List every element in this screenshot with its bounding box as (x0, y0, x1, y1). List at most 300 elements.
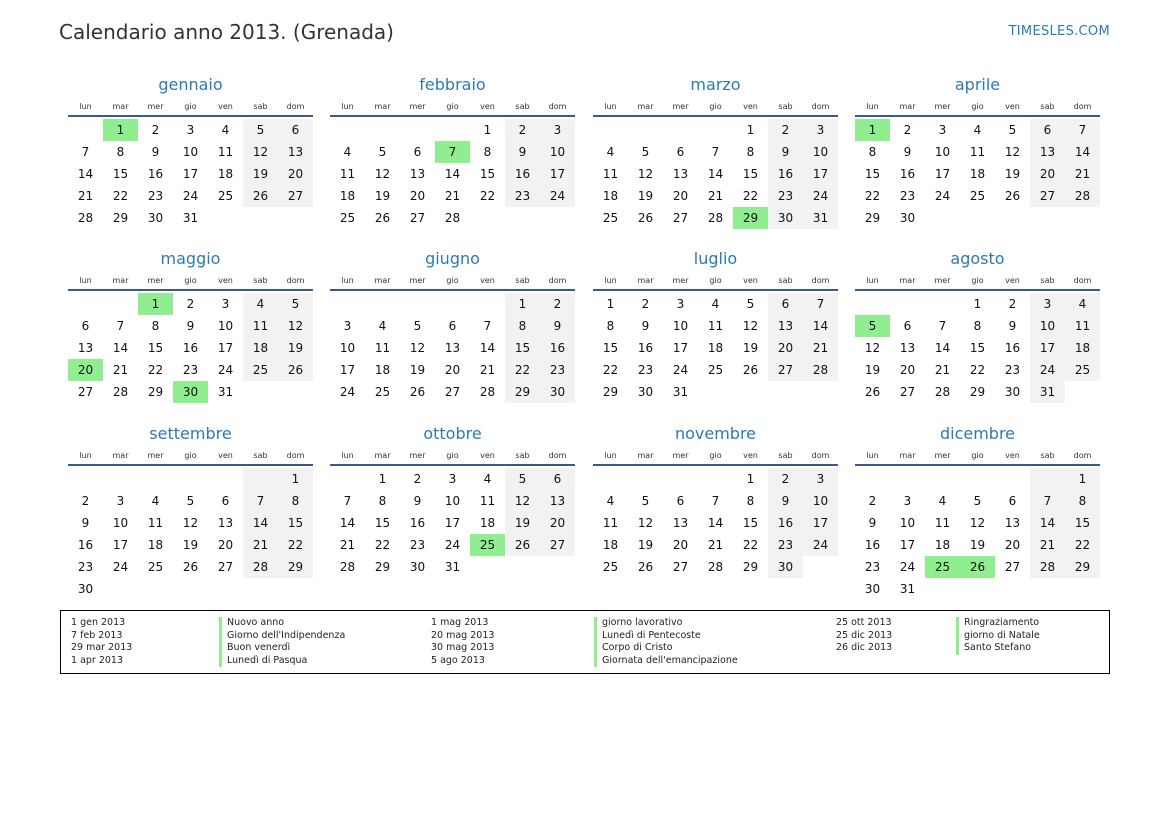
weekday-label: lun (604, 102, 617, 111)
day-cell: 16 (540, 337, 575, 359)
day-cell: 20 (1030, 163, 1065, 185)
empty-cell (925, 293, 960, 315)
day-cell: 20 (278, 163, 313, 185)
day-cell: 14 (77, 167, 94, 181)
empty-cell (855, 293, 890, 315)
week-row (68, 534, 313, 556)
day-cell: 14 (934, 341, 951, 355)
day-cell: 24 (339, 385, 356, 399)
day-cell: 22 (602, 363, 619, 377)
day-cell: 29 (733, 207, 768, 229)
day-cell: 26 (637, 560, 654, 574)
day-cell: 15 (505, 337, 540, 359)
day-cell: 26 (505, 534, 540, 556)
weekday-label: lun (604, 276, 617, 285)
day-cell: 16 (864, 538, 881, 552)
day-cell: 20 (540, 512, 575, 534)
day-cell: 22 (147, 363, 164, 377)
day-cell: 27 (217, 560, 234, 574)
day-cell: 14 (1065, 141, 1100, 163)
weekday-label: sab (778, 102, 793, 111)
day-cell: 14 (243, 512, 278, 534)
legend-date: 1 gen 2013 (71, 617, 126, 628)
day-cell: 28 (707, 560, 724, 574)
day-cell: 9 (641, 319, 650, 333)
empty-cell (803, 381, 838, 403)
day-cell: 2 (413, 472, 422, 486)
week-row (593, 490, 838, 512)
day-cell: 1 (103, 119, 138, 141)
empty-cell (330, 119, 365, 141)
day-cell: 21 (707, 189, 724, 203)
legend-date: 26 dic 2013 (836, 642, 893, 653)
day-cell: 10 (672, 319, 689, 333)
day-cell: 12 (1004, 145, 1021, 159)
empty-cell (330, 293, 365, 315)
day-cell: 16 (899, 167, 916, 181)
day-cell: 8 (116, 145, 125, 159)
day-cell: 31 (1030, 381, 1065, 403)
weekday-label: ven (218, 276, 233, 285)
month-marzo (593, 75, 838, 229)
weekday-label: mer (147, 451, 164, 460)
empty-cell (628, 119, 663, 141)
day-cell: 28 (479, 385, 496, 399)
week-row (593, 185, 838, 207)
day-cell: 18 (1065, 337, 1100, 359)
day-cell: 7 (81, 145, 90, 159)
day-cell: 16 (768, 512, 803, 534)
day-cell: 24 (1030, 359, 1065, 381)
week-row (593, 119, 838, 141)
day-cell: 12 (374, 167, 391, 181)
day-cell: 6 (676, 494, 685, 508)
day-cell: 2 (540, 293, 575, 315)
day-cell: 12 (243, 141, 278, 163)
day-cell: 23 (768, 185, 803, 207)
day-cell: 8 (378, 494, 387, 508)
day-cell: 13 (1004, 516, 1021, 530)
day-cell: 30 (147, 211, 164, 225)
day-cell: 15 (1065, 512, 1100, 534)
day-cell: 16 (77, 538, 94, 552)
weekday-label: sab (253, 102, 268, 111)
legend-date: 25 ott 2013 (836, 617, 892, 628)
brand-link[interactable]: TIMESLES.COM (1008, 24, 1110, 39)
day-cell: 5 (746, 297, 755, 311)
day-cell: 3 (803, 119, 838, 141)
day-cell: 16 (409, 516, 426, 530)
day-cell: 1 (278, 468, 313, 490)
day-cell: 21 (479, 363, 496, 377)
day-cell: 1 (746, 472, 755, 486)
day-cell: 17 (934, 167, 951, 181)
legend-holiday-name: giorno di Natale (956, 630, 1040, 643)
empty-cell (103, 468, 138, 490)
empty-cell (470, 556, 505, 578)
day-cell: 11 (217, 145, 234, 159)
day-cell: 23 (409, 538, 426, 552)
day-cell: 29 (112, 211, 129, 225)
day-cell: 10 (803, 490, 838, 512)
day-cell: 9 (768, 141, 803, 163)
day-cell: 18 (602, 189, 619, 203)
day-cell: 1 (138, 293, 173, 315)
day-cell: 15 (278, 512, 313, 534)
day-cell: 21 (803, 337, 838, 359)
weekday-label: ven (480, 451, 495, 460)
day-cell: 19 (969, 538, 986, 552)
weekday-label: dom (286, 451, 305, 460)
day-cell: 28 (1065, 185, 1100, 207)
day-cell: 10 (803, 141, 838, 163)
weekday-label: ven (218, 451, 233, 460)
weekday-label: ven (1005, 451, 1020, 460)
day-cell: 5 (505, 468, 540, 490)
month-febbraio (330, 75, 575, 229)
weekday-label: dom (811, 276, 830, 285)
day-cell: 22 (969, 363, 986, 377)
day-cell: 25 (925, 556, 960, 578)
week-row (855, 207, 1100, 229)
day-cell: 24 (217, 363, 234, 377)
empty-cell (103, 578, 138, 600)
day-cell: 26 (742, 363, 759, 377)
day-cell: 2 (868, 494, 877, 508)
day-cell: 25 (969, 189, 986, 203)
week-row (68, 359, 313, 381)
day-cell: 16 (1004, 341, 1021, 355)
day-cell: 8 (973, 319, 982, 333)
day-cell: 5 (243, 119, 278, 141)
day-cell: 12 (969, 516, 986, 530)
day-cell: 26 (182, 560, 199, 574)
day-cell: 12 (637, 167, 654, 181)
month-name: giugno (425, 249, 480, 268)
day-cell: 6 (676, 145, 685, 159)
weekday-label: ven (743, 276, 758, 285)
legend-holiday-name: Lunedì di Pentecoste (594, 630, 738, 643)
empty-cell (138, 578, 173, 600)
day-cell: 23 (1004, 363, 1021, 377)
day-cell: 22 (479, 189, 496, 203)
day-cell: 25 (243, 359, 278, 381)
day-cell: 25 (707, 363, 724, 377)
day-cell: 23 (637, 363, 654, 377)
day-cell: 14 (444, 167, 461, 181)
month-name: luglio (693, 249, 738, 268)
day-cell: 23 (182, 363, 199, 377)
day-cell: 7 (483, 319, 492, 333)
day-cell: 14 (707, 516, 724, 530)
day-cell: 3 (938, 123, 947, 137)
day-cell: 14 (803, 315, 838, 337)
day-cell: 23 (77, 560, 94, 574)
month-maggio (68, 249, 313, 403)
legend-date: 30 mag 2013 (431, 642, 495, 653)
day-cell: 5 (641, 494, 650, 508)
day-cell: 7 (343, 494, 352, 508)
week-row (68, 163, 313, 185)
month-name: settembre (149, 424, 232, 443)
day-cell: 15 (374, 516, 391, 530)
day-cell: 21 (934, 363, 951, 377)
day-cell: 22 (112, 189, 129, 203)
day-cell: 16 (505, 163, 540, 185)
day-cell: 27 (1004, 560, 1021, 574)
day-cell: 12 (278, 315, 313, 337)
day-cell: 11 (969, 145, 986, 159)
empty-cell (278, 578, 313, 600)
weekday-label: sab (778, 276, 793, 285)
day-cell: 19 (278, 337, 313, 359)
empty-cell (960, 578, 995, 600)
day-cell: 7 (711, 494, 720, 508)
empty-cell (593, 468, 628, 490)
day-cell: 20 (672, 538, 689, 552)
weekday-label: mer (672, 451, 689, 460)
day-cell: 11 (602, 516, 619, 530)
weekday-label: gio (446, 276, 459, 285)
day-cell: 11 (479, 494, 496, 508)
day-cell: 21 (1030, 534, 1065, 556)
month-gennaio (68, 75, 313, 229)
day-cell: 15 (969, 341, 986, 355)
week-row (330, 556, 575, 578)
weekday-header (68, 99, 313, 117)
day-cell: 21 (707, 538, 724, 552)
day-cell: 30 (173, 381, 208, 403)
day-cell: 27 (540, 534, 575, 556)
weekday-label: gio (446, 451, 459, 460)
week-row (68, 337, 313, 359)
day-cell: 1 (483, 123, 492, 137)
empty-cell (330, 468, 365, 490)
day-cell: 21 (1065, 163, 1100, 185)
day-cell: 3 (803, 468, 838, 490)
weekday-label: mar (899, 276, 916, 285)
month-name: ottobre (423, 424, 482, 443)
day-cell: 13 (1030, 141, 1065, 163)
day-cell: 27 (672, 211, 689, 225)
day-cell: 6 (278, 119, 313, 141)
day-cell: 24 (182, 189, 199, 203)
day-cell: 3 (221, 297, 230, 311)
day-cell: 3 (343, 319, 352, 333)
week-row (330, 119, 575, 141)
day-cell: 7 (803, 293, 838, 315)
day-cell: 12 (742, 319, 759, 333)
day-cell: 18 (934, 538, 951, 552)
legend-date: 20 mag 2013 (431, 629, 495, 641)
weekday-label: gio (184, 102, 197, 111)
empty-cell (243, 578, 278, 600)
day-cell: 21 (339, 538, 356, 552)
weekday-label: mar (112, 276, 129, 285)
day-cell: 1 (505, 293, 540, 315)
weekday-label: sab (253, 276, 268, 285)
weekday-label: gio (971, 102, 984, 111)
day-cell: 31 (182, 211, 199, 225)
day-cell: 23 (768, 534, 803, 556)
day-cell: 2 (1008, 297, 1017, 311)
week-row (855, 468, 1100, 490)
weekday-label: lun (341, 102, 354, 111)
day-cell: 5 (278, 293, 313, 315)
week-row (330, 534, 575, 556)
weekday-label: dom (1073, 276, 1092, 285)
weekday-label: lun (604, 451, 617, 460)
day-cell: 14 (339, 516, 356, 530)
weekday-label: lun (866, 276, 879, 285)
week-row (68, 293, 313, 315)
empty-cell (960, 207, 995, 229)
empty-cell (663, 468, 698, 490)
legend-holiday-name: giorno lavorativo (594, 617, 738, 630)
day-cell: 6 (768, 293, 803, 315)
day-cell: 27 (1030, 185, 1065, 207)
day-cell: 26 (374, 211, 391, 225)
empty-cell (243, 381, 278, 403)
day-cell: 25 (217, 189, 234, 203)
day-cell: 8 (483, 145, 492, 159)
day-cell: 3 (116, 494, 125, 508)
day-cell: 15 (602, 341, 619, 355)
weekday-label: ven (743, 102, 758, 111)
weekday-label: mar (899, 102, 916, 111)
empty-cell (278, 207, 313, 229)
day-cell: 29 (374, 560, 391, 574)
day-cell: 11 (1065, 315, 1100, 337)
day-cell: 20 (68, 359, 103, 381)
weekday-label: mar (637, 276, 654, 285)
week-row (593, 359, 838, 381)
month-name: aprile (954, 75, 1001, 94)
day-cell: 18 (602, 538, 619, 552)
legend-dates-column (431, 617, 494, 667)
week-row (593, 512, 838, 534)
day-cell: 5 (186, 494, 195, 508)
day-cell: 19 (182, 538, 199, 552)
empty-cell (768, 381, 803, 403)
day-cell: 19 (637, 538, 654, 552)
empty-cell (1030, 578, 1065, 600)
day-cell: 10 (899, 516, 916, 530)
empty-cell (698, 468, 733, 490)
week-row (855, 534, 1100, 556)
day-cell: 29 (1065, 556, 1100, 578)
day-cell: 3 (448, 472, 457, 486)
week-row (855, 381, 1100, 403)
legend-names-column (956, 617, 1040, 655)
day-cell: 29 (278, 556, 313, 578)
weekday-label: lun (341, 451, 354, 460)
week-row (330, 468, 575, 490)
week-row (68, 381, 313, 403)
day-cell: 10 (112, 516, 129, 530)
day-cell: 29 (147, 385, 164, 399)
day-cell: 22 (742, 538, 759, 552)
day-cell: 31 (672, 385, 689, 399)
day-cell: 6 (1030, 119, 1065, 141)
day-cell: 9 (151, 145, 160, 159)
weekday-label: sab (1040, 276, 1055, 285)
day-cell: 24 (672, 363, 689, 377)
day-cell: 23 (147, 189, 164, 203)
day-cell: 17 (899, 538, 916, 552)
day-cell: 27 (444, 385, 461, 399)
weekday-label: lun (79, 102, 92, 111)
day-cell: 26 (637, 211, 654, 225)
day-cell: 4 (711, 297, 720, 311)
legend-holiday-name: Santo Stefano (956, 642, 1040, 655)
day-cell: 3 (903, 494, 912, 508)
weekday-label: mer (934, 451, 951, 460)
day-cell: 28 (803, 359, 838, 381)
day-cell: 1 (606, 297, 615, 311)
week-row (855, 163, 1100, 185)
empty-cell (103, 293, 138, 315)
week-row (593, 141, 838, 163)
day-cell: 2 (505, 119, 540, 141)
day-cell: 5 (378, 145, 387, 159)
day-cell: 15 (742, 167, 759, 181)
day-cell: 30 (864, 582, 881, 596)
legend-names-column (594, 617, 738, 667)
day-cell: 4 (221, 123, 230, 137)
day-cell: 8 (151, 319, 160, 333)
month-name: agosto (950, 249, 1005, 268)
empty-cell (540, 207, 575, 229)
week-row (330, 163, 575, 185)
day-cell: 19 (864, 363, 881, 377)
weekday-label: gio (709, 276, 722, 285)
week-row (68, 207, 313, 229)
weekday-label: ven (1005, 276, 1020, 285)
day-cell: 12 (864, 341, 881, 355)
day-cell: 4 (1065, 293, 1100, 315)
day-cell: 7 (938, 319, 947, 333)
legend-holiday-name: Ringraziamento (956, 617, 1040, 630)
week-row (330, 512, 575, 534)
day-cell: 7 (243, 490, 278, 512)
day-cell: 17 (1030, 337, 1065, 359)
day-cell: 8 (278, 490, 313, 512)
week-row (593, 468, 838, 490)
day-cell: 25 (470, 534, 505, 556)
weekday-label: mar (112, 102, 129, 111)
day-cell: 22 (742, 189, 759, 203)
month-luglio (593, 249, 838, 403)
day-cell: 4 (973, 123, 982, 137)
empty-cell (173, 578, 208, 600)
day-cell: 9 (505, 141, 540, 163)
day-cell: 4 (243, 293, 278, 315)
empty-cell (400, 119, 435, 141)
day-cell: 2 (768, 119, 803, 141)
week-row (855, 315, 1100, 337)
day-cell: 6 (413, 145, 422, 159)
day-cell: 15 (112, 167, 129, 181)
day-cell: 13 (899, 341, 916, 355)
weekday-label: mar (374, 276, 391, 285)
legend-date: 25 dic 2013 (836, 629, 893, 641)
day-cell: 22 (374, 538, 391, 552)
page-title: Calendario anno 2013. (Grenada) (59, 20, 394, 44)
weekday-header (68, 448, 313, 466)
empty-cell (243, 468, 278, 490)
day-cell: 13 (768, 315, 803, 337)
